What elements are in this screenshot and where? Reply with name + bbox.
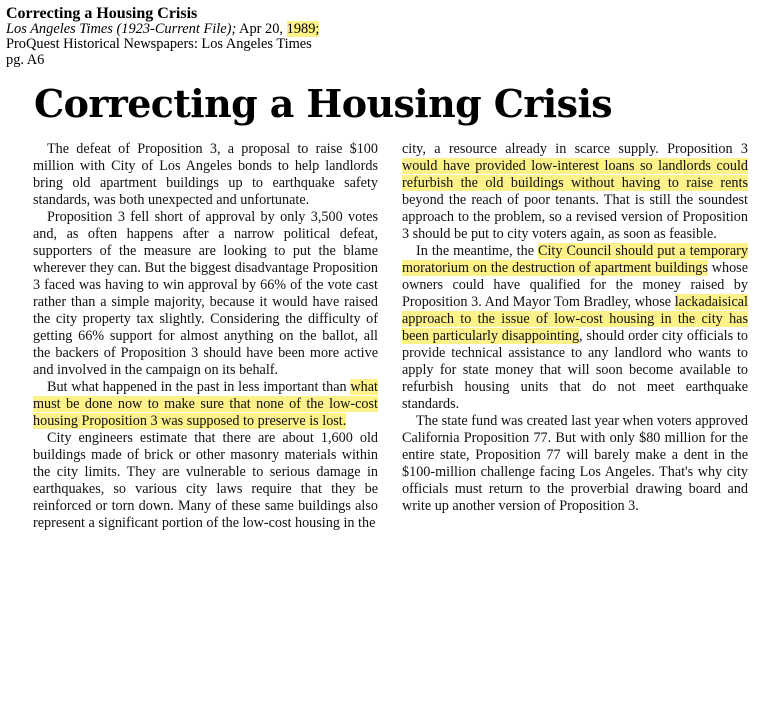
paragraph-text: city, a resource already in scarce supply. Proposition 3: [402, 141, 748, 157]
paragraph-text: whose owners could have qualified for the money raised by Proposition 3. And Mayor Tom Bradley, whose: [402, 260, 748, 310]
paragraph-text: , should order city officials to provide technical assistance to any landlord who wants to apply for state money that will soon become available to refurbish housing units that do not meet earthquake standards.: [402, 328, 748, 412]
citation-year: 1989;: [286, 21, 320, 37]
citation-publication-line: [6, 22, 426, 37]
article-left-column: [33, 141, 378, 532]
highlighted-text: City Council should put a temporary moratorium on the destruction of apartment buildings: [402, 243, 748, 276]
citation-date: Apr 20,: [236, 21, 287, 37]
paragraph-text: Proposition 3 fell short of approval by only 3,500 votes and, as often happens after a narrow political defeat, supporters of the measure are looking to put the blame wherever they can. But the biggest disadvantage Proposition 3 faced was having to win approval by 66% of the vote cast rather than a simple majority, because it would have raised the city property tax slightly. Considering the difficulty of getting 66% support for almost anything on the ballot, all the backers of Proposition 3 should have been more active and involved in the campaign on its behalf.: [33, 209, 378, 378]
highlighted-text: would have provided low-interest loans so landlords could refurbish the old buildings without having to raise rents: [402, 158, 748, 191]
paragraph-text: In the meantime, the: [416, 243, 539, 259]
article-right-column: [402, 141, 748, 515]
paragraph-text: But what happened in the past in less important than: [47, 379, 351, 395]
article-paragraph: [33, 430, 378, 532]
citation-publication: Los Angeles Times (1923-Current File);: [6, 21, 237, 37]
article-paragraph: [33, 209, 378, 379]
citation-title: Correcting a Housing Crisis: [6, 5, 198, 22]
paragraph-text: The state fund was created last year when voters approved California Proposition 77. But with only $80 million for the entire state, Proposition 77 will barely make a dent in the $100-million challenge facing Los Angeles. That's why city officials must return to the proverbial drawing board and write up another version of Proposition 3.: [402, 413, 748, 514]
article-paragraph: [402, 141, 748, 243]
paragraph-text: The defeat of Proposition 3, a proposal to raise $100 million with City of Los Angeles bonds to help landlords bring old apartment buildings up to earthquake safety standards, was both unexpected and unfortunate.: [33, 141, 378, 208]
citation-page: pg. A6: [6, 51, 45, 68]
highlighted-text: what must be done now to make sure that none of the low-cost housing Proposition 3 was supposed to preserve is lost.: [33, 379, 378, 429]
article-paragraph: [402, 413, 748, 515]
article-paragraph: [33, 141, 378, 209]
paragraph-text: beyond the reach of poor tenants. That is still the soundest approach to the problem, so a revised version of Proposition 3 should be put to city voters again, as soon as feasible.: [402, 192, 748, 242]
citation-header: [6, 6, 426, 68]
highlighted-text: lackadaisical approach to the issue of low-cost housing in the city has been particularly disappointing: [402, 294, 748, 344]
article-headline: Correcting a Housing Crisis: [34, 81, 613, 126]
article-paragraph: [402, 243, 748, 413]
citation-source: ProQuest Historical Newspapers: Los Angeles Times: [6, 36, 312, 53]
paragraph-text: City engineers estimate that there are about 1,600 old buildings made of brick or other masonry materials within the city limits. They are vulnerable to serious damage in earthquakes, so various city laws require that they be reinforced or torn down. Many of these same buildings also represent a significant portion of the low-cost housing in the: [33, 430, 378, 531]
article-paragraph: [33, 379, 378, 430]
